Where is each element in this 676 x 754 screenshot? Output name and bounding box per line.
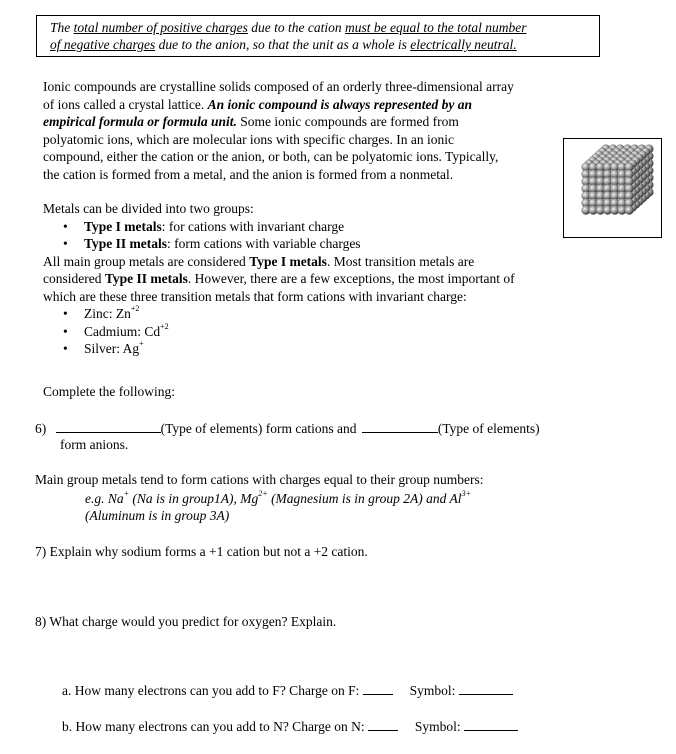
question-6: 6) (Type of elements) form cations and (Type of elements): [35, 421, 540, 436]
question-8b: b. How many electrons can you add to N? Charge on N: Symbol:: [62, 718, 518, 736]
crystal-lattice-icon: [564, 139, 661, 237]
q8a-charge-blank[interactable]: [363, 682, 393, 695]
intro-paragraph: Ionic compounds are crystalline solids composed of an orderly three-dimensional array of ions called a crystal lattice. An ionic compound is always represented by an empirical formula or formula unit. Some ionic compounds are formed from polyatomic ions, which are molecular ions with specific charges. In an ionic compound, either the cation or the anion, or both, can be polyatomic ions. Typically, the cation is formed from a metal, and the anion is formed from a nonmetal.: [43, 79, 514, 182]
complete-heading: Complete the following:: [43, 384, 175, 399]
crystal-lattice-image: [563, 138, 662, 238]
q8b-symbol-blank[interactable]: [464, 718, 518, 731]
q8a-symbol-blank[interactable]: [459, 682, 513, 695]
q8b-charge-blank[interactable]: [368, 718, 398, 731]
rule-line-2: of negative charges due to the anion, so that the unit as a whole is electrically neutral.: [50, 37, 517, 52]
q6-blank-2[interactable]: [362, 420, 438, 433]
rule-line-1: The total number of positive charges due to the cation must be equal to the total number: [50, 20, 527, 35]
main-group-examples: e.g. Na+ (Na is in group1A), $Mg^{2+}$ (Magnesium is in group 2A) and $Al^{3+}$ (Aluminum is in group 3A): [85, 489, 471, 523]
question-7: 7) Explain why sodium forms a +1 cation but not a +2 cation.: [35, 544, 368, 559]
main-group-text: Main group metals tend to form cations with charges equal to their group numbers:: [35, 472, 484, 487]
type-2-bullet: • Type II metals: form cations with variable charges: [63, 236, 361, 251]
q6-blank-1[interactable]: [56, 420, 161, 433]
question-8: 8) What charge would you predict for oxygen? Explain.: [35, 614, 337, 629]
q6-line-2: form anions.: [60, 437, 129, 452]
type-1-bullet: • Type I metals: for cations with invariant charge: [63, 218, 345, 234]
lattice-atom: [625, 206, 634, 215]
exception-zinc: • Zinc: $Zn^{+2}$: [63, 304, 140, 321]
exception-silver: • Silver: Ag+: [63, 339, 144, 356]
q8-answer-area[interactable]: [35, 635, 595, 675]
q7-answer-area[interactable]: [35, 565, 595, 605]
exception-cadmium: • Cadmium: $Cd^{+2}$: [63, 321, 169, 339]
question-8a: a. How many electrons can you add to F? Charge on F: Symbol:: [62, 682, 513, 700]
metals-section: Metals can be divided into two groups: • Type I metals: for cations with invariant charge • Type II metals: form cations with variable charges All main group metals are considered Type I metals. Most transition metals are considered Type II metals. However, there are a few exceptions, the most important of which are these three transition metals that form cations with invariant charge: • Zinc: $Zn^{+2}$ • Cadmium: $Cd^{+2}$ • Silver: Ag+: [43, 201, 515, 356]
